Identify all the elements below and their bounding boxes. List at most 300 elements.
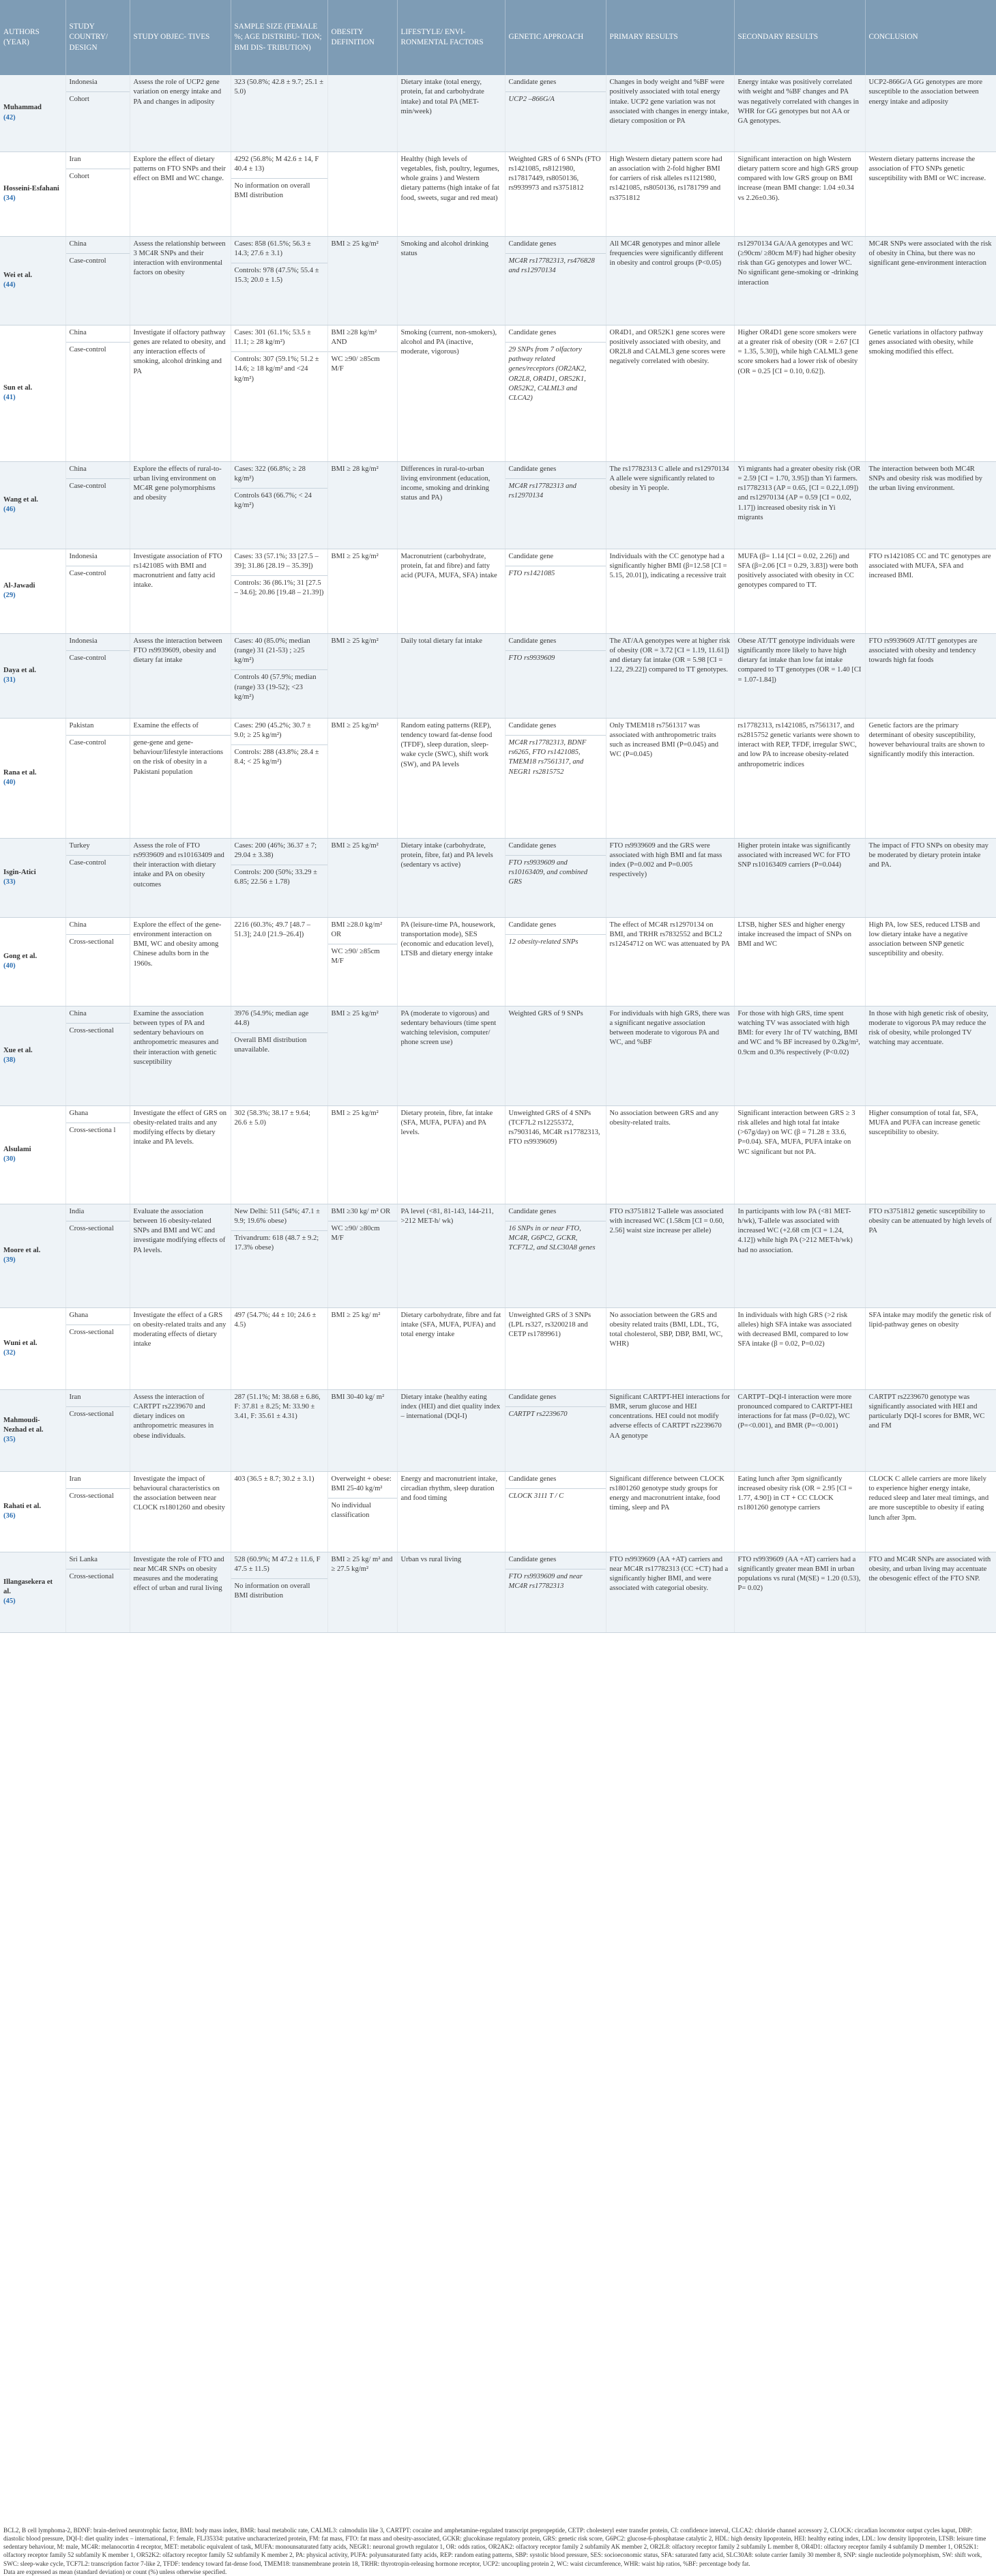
cell-divider bbox=[66, 91, 130, 92]
secondary-results: Significant interaction on high Western dietary pattern score and high GRS group compared with low GRS group on BMI increase (mean BMI change: 1.04 ±0.34 vs 2.26±0.36). bbox=[737, 155, 859, 202]
author-name: Wuni et al. bbox=[3, 1339, 38, 1347]
country-design-cell bbox=[65, 838, 130, 917]
sample-size: Cases: 40 (85.0%; median (range) 31 (21-53) ; ≥25 kg/m²) bbox=[234, 637, 310, 665]
genetic-detail: CARTPT rs2239670 bbox=[508, 1410, 568, 1418]
country-design-cell bbox=[65, 549, 130, 633]
country-design-cell bbox=[65, 1204, 130, 1307]
author-cell bbox=[0, 1389, 65, 1471]
lifestyle-factors: Smoking (current, non-smokers), alcohol and PA (inactive, moderate, vigorous) bbox=[400, 328, 497, 356]
cell-divider bbox=[66, 478, 130, 479]
study-design: Cross-sectional bbox=[69, 938, 114, 946]
study-country: China bbox=[69, 328, 87, 336]
primary-results: Only TMEM18 rs7561317 was associated with anthropometric traits such as increased BMI (P=0.045) and WC (P=0.045) bbox=[609, 721, 719, 759]
cell-divider bbox=[506, 650, 606, 651]
secondary-results: In participants with low PA (<81 MET-h/wk), T-allele was associated with increased WC (+2.68 cm [CI = 1.24, 4.12]) while high PA (>212 MET-h/wk) had no association. bbox=[737, 1207, 853, 1254]
sample-size: 323 (50.8%; 42.8 ± 9.7; 25.1 ± 5.0) bbox=[234, 78, 324, 96]
author-name: Mahmoudi-Nezhad et al. bbox=[3, 1416, 44, 1434]
sample-cell bbox=[231, 151, 327, 236]
secondary-results: LTSB, higher SES and higher energy intake increased the impact of SNPs on BMI and WC bbox=[737, 921, 852, 949]
objective-cell bbox=[130, 325, 231, 461]
obesity-definition-2: WC ≥90/ ≥80cm M/F bbox=[331, 1224, 380, 1243]
obesity-definition: BMI ≥ 25 kg/m² bbox=[331, 1009, 379, 1017]
secondary-results-cell bbox=[734, 718, 865, 838]
primary-results-cell bbox=[606, 75, 734, 151]
obesity-definition: BMI 30-40 kg/ m² bbox=[331, 1393, 385, 1401]
secondary-results-cell bbox=[734, 1471, 865, 1552]
conclusion: Genetic factors are the primary determinant of obesity susceptibility, however behavioural traits are shown to significantly modify this interaction. bbox=[868, 721, 985, 759]
cell-divider bbox=[328, 351, 397, 352]
obesity-cell bbox=[327, 633, 397, 718]
obesity-definition: BMI ≥28 kg/m² AND bbox=[331, 328, 377, 346]
genetic-cell bbox=[505, 75, 606, 151]
primary-results-cell bbox=[606, 1307, 734, 1389]
study-design: Case-control bbox=[69, 345, 106, 353]
sample-size: 287 (51.1%; M: 38.68 ± 6.86, F: 37.81 ± 8.25; M: 33.90 ± 3.41, F: 35.61 ± 4.31) bbox=[234, 1393, 321, 1421]
conclusion-cell bbox=[865, 718, 996, 838]
secondary-results-cell bbox=[734, 236, 865, 325]
cell-divider bbox=[130, 735, 231, 736]
study-country: Indonesia bbox=[69, 637, 98, 645]
lifestyle-factors: Random eating patterns (REP), tendency toward fat-dense food (TFDF), sleep duration, sleep-wake cycle (SWC), shift work (SW), and PA levels bbox=[400, 721, 493, 768]
sample-cell bbox=[231, 461, 327, 549]
secondary-results-cell bbox=[734, 75, 865, 151]
study-country: Ghana bbox=[69, 1311, 89, 1319]
study-objective: Explore the effects of rural-to-urban living environment on MC4R gene polymorphisms and obesity bbox=[133, 465, 222, 502]
sample-cell bbox=[231, 325, 327, 461]
author-cell bbox=[0, 75, 65, 151]
cell-divider bbox=[231, 351, 327, 352]
conclusion: CLOCK C allele carriers are more likely to experience higher energy intake, reduced sleep and later meal timings, and are more susceptible to obesity if eating lunch after 3pm. bbox=[868, 1475, 989, 1522]
primary-results: FTO rs9939609 (AA +AT) carriers and near MC4R rs17782313 (CC +CT) had a significantly higher BMI, and were associated with categorial obesity. bbox=[609, 1555, 729, 1593]
study-objective: Assess the interaction of CARTPT rs2239670 and dietary indices on anthropometric measures in obese individuals. bbox=[133, 1393, 214, 1440]
table-row bbox=[0, 1552, 996, 1632]
secondary-results-cell bbox=[734, 1204, 865, 1307]
author-name: Al-Jawadi bbox=[3, 581, 35, 590]
lifestyle-factors: Daily total dietary fat intake bbox=[400, 637, 482, 645]
objective-cell bbox=[130, 718, 231, 838]
table-row bbox=[0, 549, 996, 633]
genetic-approach: Candidate genes bbox=[508, 328, 557, 336]
conclusion-cell bbox=[865, 1006, 996, 1105]
obesity-definition: BMI ≥ 25 kg/ m² bbox=[331, 1311, 381, 1319]
primary-results: The AT/AA genotypes were at higher risk of obesity (OR = 3.72 [CI = 1.19, 11.61]) and dietary fat intake (OR = 5.98 [CI = 1.22, 29.22]) compared to TT genotypes. bbox=[609, 637, 731, 674]
lifestyle-cell bbox=[397, 838, 505, 917]
cell-divider bbox=[66, 1023, 130, 1024]
author-ref: (30) bbox=[3, 1155, 16, 1163]
lifestyle-cell bbox=[397, 718, 505, 838]
sample-size-2: Controls: 307 (59.1%; 51.2 ± 14.6; ≥ 18 kg/m² and <24 kg/m²) bbox=[234, 356, 319, 383]
obesity-cell bbox=[327, 325, 397, 461]
lifestyle-factors: Dietary intake (carbohydrate, protein, fibre, fat) and PA levels (sedentary vs active) bbox=[400, 841, 493, 869]
sample-size: 528 (60.9%; M 47.2 ± 11.6, F 47.5 ± 11.5) bbox=[234, 1555, 321, 1573]
lifestyle-cell bbox=[397, 1389, 505, 1471]
genetic-detail: FTO rs9939609 bbox=[508, 654, 555, 662]
secondary-results: For those with high GRS, time spent watching TV was associated with high BMI: for every 1hr of TV watching, BMI and WC and % BF increased by 0.2kg/m², 0.9cm and 0.3% respectively (P<0.02) bbox=[737, 1009, 860, 1056]
genetic-cell bbox=[505, 838, 606, 917]
primary-results: All MC4R genotypes and minor allele frequencies were significantly different in obesity and control groups (P<0.05) bbox=[609, 240, 724, 267]
obesity-definition: BMI ≥ 25 kg/m² bbox=[331, 240, 379, 248]
author-ref: (31) bbox=[3, 676, 16, 684]
cell-divider bbox=[328, 1498, 397, 1499]
sample-size-2: Controls 40 (57.9%; median (range) 33 (19-52); <23 kg/m²) bbox=[234, 674, 317, 701]
secondary-results-cell bbox=[734, 461, 865, 549]
secondary-results-cell bbox=[734, 151, 865, 236]
primary-results-cell bbox=[606, 718, 734, 838]
sample-cell bbox=[231, 838, 327, 917]
study-objective: Examine the effects of bbox=[133, 721, 199, 729]
cell-divider bbox=[506, 735, 606, 736]
study-objective-cont: gene-gene and gene-behaviour/lifestyle interactions on the risk of obesity in a Pakistani population bbox=[133, 738, 223, 776]
genetic-detail: FTO rs9939609 and near MC4R rs17782313 bbox=[508, 1572, 583, 1591]
table-row bbox=[0, 1389, 996, 1471]
author-name: Xue et al. bbox=[3, 1046, 33, 1054]
conclusion: FTO rs1421085 CC and TC genotypes are associated with MUFA, SFA and increased BMI. bbox=[868, 552, 991, 580]
country-design-cell bbox=[65, 461, 130, 549]
author-ref: (45) bbox=[3, 1597, 16, 1606]
table-body bbox=[0, 75, 996, 1632]
author-cell bbox=[0, 917, 65, 1006]
header-row bbox=[0, 0, 996, 75]
author-name: Daya et al. bbox=[3, 666, 36, 674]
sample-size-2: Overall BMI distribution unavailable. bbox=[234, 1037, 307, 1054]
objective-cell bbox=[130, 1105, 231, 1204]
genetic-approach: Weighted GRS of 9 SNPs bbox=[508, 1009, 583, 1017]
country-design-cell bbox=[65, 151, 130, 236]
study-objective: Investigate if olfactory pathway genes are related to obesity, and any interaction effects of smoking, alcohol drinking and PA bbox=[133, 328, 226, 375]
table-row bbox=[0, 236, 996, 325]
conclusion: FTO rs9939609 AT/TT genotypes are associated with obesity and tendency towards high fat foods bbox=[868, 637, 978, 665]
author-ref: (44) bbox=[3, 281, 16, 289]
header-cell: SECONDARY RESULTS bbox=[734, 0, 865, 75]
country-design-cell bbox=[65, 1471, 130, 1552]
genetic-detail: 16 SNPs in or near FTO, MC4R, G6PC2, GCKR, TCF7L2, and SLC30A8 genes bbox=[508, 1224, 596, 1252]
sample-cell bbox=[231, 633, 327, 718]
genetic-approach: Unweighted GRS of 3 SNPs (LPL rs327, rs3200218 and CETP rs1789961) bbox=[508, 1311, 591, 1339]
obesity-cell bbox=[327, 1006, 397, 1105]
cell-divider bbox=[66, 342, 130, 343]
primary-results: Significant CARTPT-HEI interactions for BMR, serum glucose and HEI concentrations. HEI could not modify adverse effects of CARTPT rs2239670 AA genotype bbox=[609, 1393, 730, 1440]
author-name: Alsulami bbox=[3, 1145, 31, 1153]
cell-divider bbox=[231, 1032, 327, 1033]
author-name: Rana et al. bbox=[3, 768, 37, 777]
genetic-detail: MC4R rs17782313, BDNF rs6265, FTO rs1421085, TMEM18 rs7561317, and NEGR1 rs2815752 bbox=[508, 738, 587, 776]
study-country: Pakistan bbox=[69, 721, 94, 729]
primary-results: No association between GRS and any obesity-related traits. bbox=[609, 1109, 719, 1127]
secondary-results: MUFA (β= 1.14 [CI = 0.02, 2.26]) and SFA (β=2.06 [CI = 0.29, 3.83]) were both positively associated with obesity in CC genotypes compared to TT. bbox=[737, 552, 858, 590]
author-cell bbox=[0, 151, 65, 236]
lifestyle-factors: Dietary intake (total energy, protein, fat and carbohydrate intake) and total PA (MET-min/week) bbox=[400, 78, 484, 115]
genetic-cell bbox=[505, 1307, 606, 1389]
genetic-cell bbox=[505, 1006, 606, 1105]
lifestyle-cell bbox=[397, 1105, 505, 1204]
primary-results-cell bbox=[606, 633, 734, 718]
country-design-cell bbox=[65, 1307, 130, 1389]
lifestyle-cell bbox=[397, 461, 505, 549]
sample-size: Cases: 858 (61.5%; 56.3 ± 14.3; 27.6 ± 3.1) bbox=[234, 240, 311, 257]
conclusion: The interaction between both MC4R SNPs and obesity risk was modified by the urban living environment. bbox=[868, 465, 983, 493]
author-ref: (35) bbox=[3, 1436, 16, 1444]
author-cell bbox=[0, 1307, 65, 1389]
lifestyle-factors: Dietary carbohydrate, fibre and fat intake (SFA, MUFA, PUFA) and total energy intake bbox=[400, 1311, 501, 1339]
conclusion-cell bbox=[865, 838, 996, 917]
primary-results: Individuals with the CC genotype had a significantly higher BMI (β=12.58 [CI = 5.15, 20.01]), indicating a recessive trait bbox=[609, 552, 727, 580]
sample-size: Cases: 200 (46%; 36.37 ± 7; 29.04 ± 3.38) bbox=[234, 841, 317, 859]
primary-results-cell bbox=[606, 549, 734, 633]
table-row bbox=[0, 1006, 996, 1105]
lifestyle-cell bbox=[397, 549, 505, 633]
sample-cell bbox=[231, 917, 327, 1006]
genetic-approach: Unweighted GRS of 4 SNPs (TCF7L2 rs12255372, rs7903146, MC4R rs17782313, FTO rs9939609) bbox=[508, 1109, 600, 1146]
secondary-results: FTO rs9939609 (AA +AT) carriers had a significantly greater mean BMI in urban populations vs rural (M(SE) = 1.20 (0.53), P= 0.02) bbox=[737, 1555, 861, 1593]
table-row bbox=[0, 325, 996, 461]
sample-cell bbox=[231, 1307, 327, 1389]
sample-size: 2216 (60.3%; 49.7 [48.7 – 51.3]; 24.0 [21.9–26.4]) bbox=[234, 921, 311, 938]
secondary-results-cell bbox=[734, 549, 865, 633]
primary-results-cell bbox=[606, 461, 734, 549]
conclusion-cell bbox=[865, 325, 996, 461]
primary-results-cell bbox=[606, 1471, 734, 1552]
primary-results-cell bbox=[606, 1389, 734, 1471]
author-name: Wang et al. bbox=[3, 495, 38, 504]
conclusion: Genetic variations in olfactory pathway genes associated with obesity, while smoking modified this effect. bbox=[868, 328, 984, 356]
cell-divider bbox=[231, 575, 327, 576]
cell-divider bbox=[506, 855, 606, 856]
secondary-results: Obese AT/TT genotype individuals were significantly more likely to have high dietary fat intake than low fat intake compared to TT genotypes (OR = 1.40 [CI = 1.07-1.84]) bbox=[737, 637, 862, 684]
author-ref: (40) bbox=[3, 779, 16, 786]
obesity-definition: BMI ≥30 kg/ m² OR bbox=[331, 1207, 391, 1215]
genetic-approach: Candidate genes bbox=[508, 465, 557, 473]
study-objective: Investigate association of FTO rs1421085 with BMI and macronutrient and fatty acid intake. bbox=[133, 552, 222, 590]
primary-results: High Western dietary pattern score had an association with 2-fold higher BMI for carriers of risk alleles rs1121980, rs1421085, rs8050136, rs1781799 and rs3751812 bbox=[609, 155, 722, 202]
primary-results-cell bbox=[606, 1105, 734, 1204]
study-country: Iran bbox=[69, 155, 81, 163]
study-country: China bbox=[69, 240, 87, 248]
secondary-results: Eating lunch after 3pm significantly increased obesity risk (OR = 2.95 [CI = 1.77, 4.90]) in CT + CC CLOCK rs1801260 genotype carriers bbox=[737, 1475, 853, 1512]
author-cell bbox=[0, 1006, 65, 1105]
study-objective: Investigate the effect of GRS on obesity-related traits and any modifying effects by dietary intake and PA levels. bbox=[133, 1109, 227, 1146]
genetic-approach: Candidate genes bbox=[508, 240, 557, 248]
sample-size-2: Controls: 36 (86.1%; 31 [27.5 – 34.6]; 20.86 [19.48 – 21.39]) bbox=[234, 579, 324, 597]
study-objective: Assess the role of UCP2 gene variation on energy intake and PA and changes in adiposity bbox=[133, 78, 222, 106]
obesity-definition-2: No individual classification bbox=[331, 1502, 372, 1520]
sample-size-2: Controls: 288 (43.8%; 28.4 ± 8.4; < 25 kg/m²) bbox=[234, 749, 319, 766]
genetic-approach: Candidate genes bbox=[508, 637, 557, 645]
study-design: Cross-sectiona l bbox=[69, 1126, 116, 1134]
sample-size: Cases: 290 (45.2%; 30.7 ± 9.0; ≥ 25 kg/m²) bbox=[234, 721, 311, 739]
country-design-cell bbox=[65, 633, 130, 718]
obesity-definition: Overweight + obese: BMI 25-40 kg/m² bbox=[331, 1475, 392, 1492]
table-row bbox=[0, 1204, 996, 1307]
genetic-cell bbox=[505, 461, 606, 549]
conclusion: UCP2-866G/A GG genotypes are more susceptible to the association between energy intake and adiposity bbox=[868, 78, 983, 106]
author-ref: (29) bbox=[3, 592, 16, 599]
author-ref: (32) bbox=[3, 1349, 16, 1357]
cell-divider bbox=[231, 488, 327, 489]
sample-size-2: No information on overall BMI distribution bbox=[234, 1582, 310, 1600]
author-cell bbox=[0, 1552, 65, 1632]
conclusion-cell bbox=[865, 633, 996, 718]
sample-size-2: Controls 643 (66.7%; < 24 kg/m²) bbox=[234, 492, 312, 510]
header-cell: OBESITY DEFINITION bbox=[327, 0, 397, 75]
objective-cell bbox=[130, 549, 231, 633]
obesity-definition: BMI ≥ 25 kg/m² bbox=[331, 552, 379, 560]
secondary-results: Higher OR4D1 gene score smokers were at a greater risk of obesity (OR = 2.67 [CI = 1.35, 5.30]), while high CALML3 gene score smokers had a lower risk of obesity (OR = 0.25 [CI = 0.10, 0.62]). bbox=[737, 328, 860, 375]
primary-results: For individuals with high GRS, there was a significant negative association between moderate to vigorous PA and WC, and %BF bbox=[609, 1009, 730, 1047]
genetic-approach: Candidate genes bbox=[508, 1393, 557, 1401]
author-cell bbox=[0, 236, 65, 325]
genetic-cell bbox=[505, 718, 606, 838]
secondary-results: Significant interaction between GRS ≥ 3 risk alleles and high total fat intake (>67g/day) on WC (β = 71.28 ± 33.6, P=0.04). SFA, MUFA, PUFA intake on WC significant but not PA. bbox=[737, 1109, 855, 1156]
study-objective: Explore the effect of dietary patterns on FTO SNPs and their effect on BMI and WC change. bbox=[133, 155, 226, 183]
obesity-definition-2: WC ≥90/ ≥85cm M/F bbox=[331, 356, 380, 373]
genetic-approach: Candidate genes bbox=[508, 721, 557, 729]
header-cell: SAMPLE SIZE (FEMALE %; AGE DISTRIBU- TION; BMI DIS- TRIBUTION) bbox=[231, 0, 327, 75]
objective-cell bbox=[130, 633, 231, 718]
author-name: Isgin-Atici bbox=[3, 868, 36, 876]
author-ref: (34) bbox=[3, 194, 16, 202]
genetic-detail: MC4R rs17782313 and rs12970134 bbox=[508, 482, 576, 500]
sample-cell bbox=[231, 75, 327, 151]
author-ref: (38) bbox=[3, 1056, 16, 1064]
table-row bbox=[0, 718, 996, 838]
objective-cell bbox=[130, 1204, 231, 1307]
conclusion: The impact of FTO SNPs on obesity may be moderated by dietary protein intake and PA. bbox=[868, 841, 988, 869]
secondary-results-cell bbox=[734, 917, 865, 1006]
lifestyle-cell bbox=[397, 633, 505, 718]
conclusion-cell bbox=[865, 1105, 996, 1204]
cell-divider bbox=[506, 1488, 606, 1489]
study-country: China bbox=[69, 921, 87, 929]
cell-divider bbox=[66, 1488, 130, 1489]
lifestyle-cell bbox=[397, 151, 505, 236]
cell-divider bbox=[66, 735, 130, 736]
cell-divider bbox=[66, 1406, 130, 1407]
lifestyle-cell bbox=[397, 236, 505, 325]
conclusion-cell bbox=[865, 236, 996, 325]
lifestyle-factors: PA level (<81, 81-143, 144-211, >212 MET-h/ wk) bbox=[400, 1207, 494, 1225]
genetic-approach: Candidate genes bbox=[508, 1555, 557, 1563]
genetic-approach: Candidate genes bbox=[508, 1475, 557, 1483]
genetic-detail: FTO rs9939609 and rs10163409, and combined GRS bbox=[508, 858, 588, 886]
obesity-cell bbox=[327, 718, 397, 838]
sample-cell bbox=[231, 718, 327, 838]
study-design: Case-control bbox=[69, 654, 106, 662]
obesity-definition: BMI ≥ 25 kg/ m² and ≥ 27.5 kg/m² bbox=[331, 1555, 393, 1573]
conclusion: FTO rs3751812 genetic susceptibility to obesity can be attenuated by high levels of PA bbox=[868, 1207, 992, 1235]
header-cell: STUDY OBJEC- TIVES bbox=[130, 0, 231, 75]
genetic-detail: FTO rs1421085 bbox=[508, 569, 555, 577]
secondary-results: Yi migrants had a greater obesity risk (OR = 2.59 [CI = 1.70, 3.95]) than Yi farmers. rs17782313 (AP = 0.65, [CI = 0.22,1.09]) and rs12970134 (AP = 0.59 [CI = 0.02, 1.17]) increased obesity risk in Yi migrants bbox=[737, 465, 861, 521]
obesity-cell bbox=[327, 461, 397, 549]
sample-cell bbox=[231, 1204, 327, 1307]
country-design-cell bbox=[65, 1389, 130, 1471]
cell-divider bbox=[231, 178, 327, 179]
study-objective: Investigate the impact of behavioural characteristics on the association between near CLOCK rs1801260 and obesity bbox=[133, 1475, 225, 1512]
conclusion-cell bbox=[865, 1552, 996, 1632]
author-cell bbox=[0, 461, 65, 549]
lifestyle-cell bbox=[397, 1204, 505, 1307]
primary-results-cell bbox=[606, 838, 734, 917]
table-row bbox=[0, 917, 996, 1006]
cell-divider bbox=[506, 253, 606, 254]
study-objective: Evaluate the association between 16 obesity-related SNPs and BMI and WC and investigate modifying effects of PA levels. bbox=[133, 1207, 226, 1254]
conclusion: CARTPT rs2239670 genotype was significantly associated with HEI and particularly DQI-I scores for BMR, WC and FM bbox=[868, 1393, 985, 1430]
cell-divider bbox=[66, 934, 130, 935]
lifestyle-cell bbox=[397, 1471, 505, 1552]
secondary-results-cell bbox=[734, 1105, 865, 1204]
sample-size: 497 (54.7%; 44 ± 10; 24.6 ± 4.5) bbox=[234, 1311, 317, 1329]
study-design: Cross-sectional bbox=[69, 1328, 114, 1336]
cell-divider bbox=[66, 253, 130, 254]
author-name: Wei et al. bbox=[3, 271, 33, 279]
abbreviations-footnote bbox=[0, 2526, 996, 2576]
objective-cell bbox=[130, 461, 231, 549]
objective-cell bbox=[130, 1552, 231, 1632]
obesity-definition-2: WC ≥90/ ≥85cm M/F bbox=[331, 948, 380, 966]
author-name: Hosseini-Esfahani bbox=[3, 184, 59, 192]
conclusion-cell bbox=[865, 75, 996, 151]
secondary-results-cell bbox=[734, 1006, 865, 1105]
genetic-cell bbox=[505, 1204, 606, 1307]
lifestyle-factors: Energy and macronutrient intake, circadian rhythm, sleep duration and food timing bbox=[400, 1475, 498, 1503]
lifestyle-cell bbox=[397, 1006, 505, 1105]
footnote-text: BCL2, B cell lymphoma-2, BDNF: brain-derived neurotrophic factor, BMI: body mass index, BMR: basal metabolic rate, CALML3: calmodulin like 3, CARTPT: cocaine and amphetamine-regulated transcript prepropeptide, CETP: cholesteryl ester transfer protein, CI: confidence interval, CLCA2: chloride channel accessory 2, CLOCK: circadian locomotor output cycles kaput, DBP: diastolic blood pressure, DQI-I: diet quality index – international, F: female, FLJ35334: putative uncharacterized protein, FM: fat mass, FTO: fat mass and obesity-associated, GCKR: glucokinase regulatory protein, GRS: genetic risk score, G6PC2: glucose-6-phosphatase catalytic 2, HDL: high density lipoprotein, HEI: healthy eating index, LDL: low density lipoprotein, LTSB: leisure time sedentary behaviour, M: male, MC4R: melanocortin 4 receptor, MET: metabolic equivalent of task, MUFA: monounsaturated fatty acids, NEGR1: neuronal growth regulator 1, OR: odds ratios, OR2AK2: olfactory receptor family 2 subfamily AK member 2, OR2L8: olfactory receptor family 2 subfamily L member 8, OR4D1: olfactory receptor family 4 subfamily D member 1, OR52K1: olfactory receptor family 52 subfamily K member 1, OR52K2: olfactory receptor family 52 subfamily K member 2, PA: physical activity, PUFA: polyunsaturated fatty acids, REP: random eating patterns, SBP: systolic blood pressure, SES: socioeconomic status, SFA: saturated fatty acid, SLC30A8: solute carrier family 30 member 8, SNP: single nucleotide polymorphism, SW: shift work, SWC: sleep-wake cycle, TCF7L2: transcription factor 7-like 2, TFDF: tendency toward fat-dense food, TMEM18: transmembrane protein 18, TRHR: thyrotropin-releasing hormone receptor, UCP2: uncoupling protein 2, WC: waist circumference, WHR: waist hip ratios, %BF: percentage body fat. bbox=[3, 2527, 986, 2567]
primary-results: FTO rs3751812 T-allele was associated with increased WC (1.58cm [CI = 0.60, 2.56] waist size increase per allele) bbox=[609, 1207, 724, 1235]
objective-cell bbox=[130, 1471, 231, 1552]
lifestyle-factors: Healthy (high levels of vegetables, fish, poultry, legumes, whole grains ) and Western dietary patterns (high intake of fat food, sweets, sugar and red meat) bbox=[400, 155, 499, 202]
primary-results-cell bbox=[606, 236, 734, 325]
author-name: Rahati et al. bbox=[3, 1502, 42, 1510]
objective-cell bbox=[130, 1389, 231, 1471]
conclusion-cell bbox=[865, 917, 996, 1006]
primary-results-cell bbox=[606, 1204, 734, 1307]
genetic-detail: UCP2 –866G/A bbox=[508, 96, 555, 104]
sample-size: Cases: 33 (57.1%; 33 [27.5 – 39]; 31.86 [28.19 – 35.39]) bbox=[234, 552, 319, 570]
obesity-definition: BMI ≥28.0 kg/m² OR bbox=[331, 921, 383, 938]
sample-size-2: Trivandrum: 618 (48.7 ± 9.2; 17.3% obese) bbox=[234, 1234, 319, 1252]
genetic-cell bbox=[505, 236, 606, 325]
sample-size-2: No information on overall BMI distribution bbox=[234, 182, 310, 200]
study-country: Iran bbox=[69, 1475, 81, 1483]
study-country: India bbox=[69, 1207, 85, 1215]
obesity-cell bbox=[327, 1307, 397, 1389]
table-row bbox=[0, 461, 996, 549]
secondary-results-cell bbox=[734, 1307, 865, 1389]
genetic-cell bbox=[505, 1389, 606, 1471]
author-ref: (42) bbox=[3, 113, 16, 121]
country-design-cell bbox=[65, 1552, 130, 1632]
genetic-approach: Candidate genes bbox=[508, 1207, 557, 1215]
author-cell bbox=[0, 549, 65, 633]
header-cell: STUDY COUNTRY/ DESIGN bbox=[65, 0, 130, 75]
conclusion-cell bbox=[865, 549, 996, 633]
genetic-approach: Candidate gene bbox=[508, 552, 554, 560]
lifestyle-cell bbox=[397, 75, 505, 151]
conclusion: MC4R SNPs were associated with the risk of obesity in China, but there was no significant gene-environment interaction bbox=[868, 240, 992, 267]
lifestyle-factors: Dietary protein, fibre, fat intake (SFA, MUFA, PUFA) and PA levels. bbox=[400, 1109, 493, 1137]
author-ref: (41) bbox=[3, 394, 16, 401]
objective-cell bbox=[130, 1307, 231, 1389]
obesity-definition: BMI ≥ 25 kg/m² bbox=[331, 721, 379, 729]
conclusion: SFA intake may modify the genetic risk of lipid-pathway genes on obesity bbox=[868, 1311, 992, 1329]
table-row bbox=[0, 1307, 996, 1389]
study-country: Ghana bbox=[69, 1109, 89, 1117]
sample-size: Cases: 301 (61.1%; 53.5 ± 11.1; ≥ 28 kg/m²) bbox=[234, 328, 311, 346]
study-design: Cross-sectional bbox=[69, 1026, 114, 1034]
lifestyle-cell bbox=[397, 917, 505, 1006]
obesity-cell bbox=[327, 75, 397, 151]
lifestyle-factors: PA (moderate to vigorous) and sedentary behaviours (time spent watching television, computer/ phone screen use) bbox=[400, 1009, 497, 1047]
